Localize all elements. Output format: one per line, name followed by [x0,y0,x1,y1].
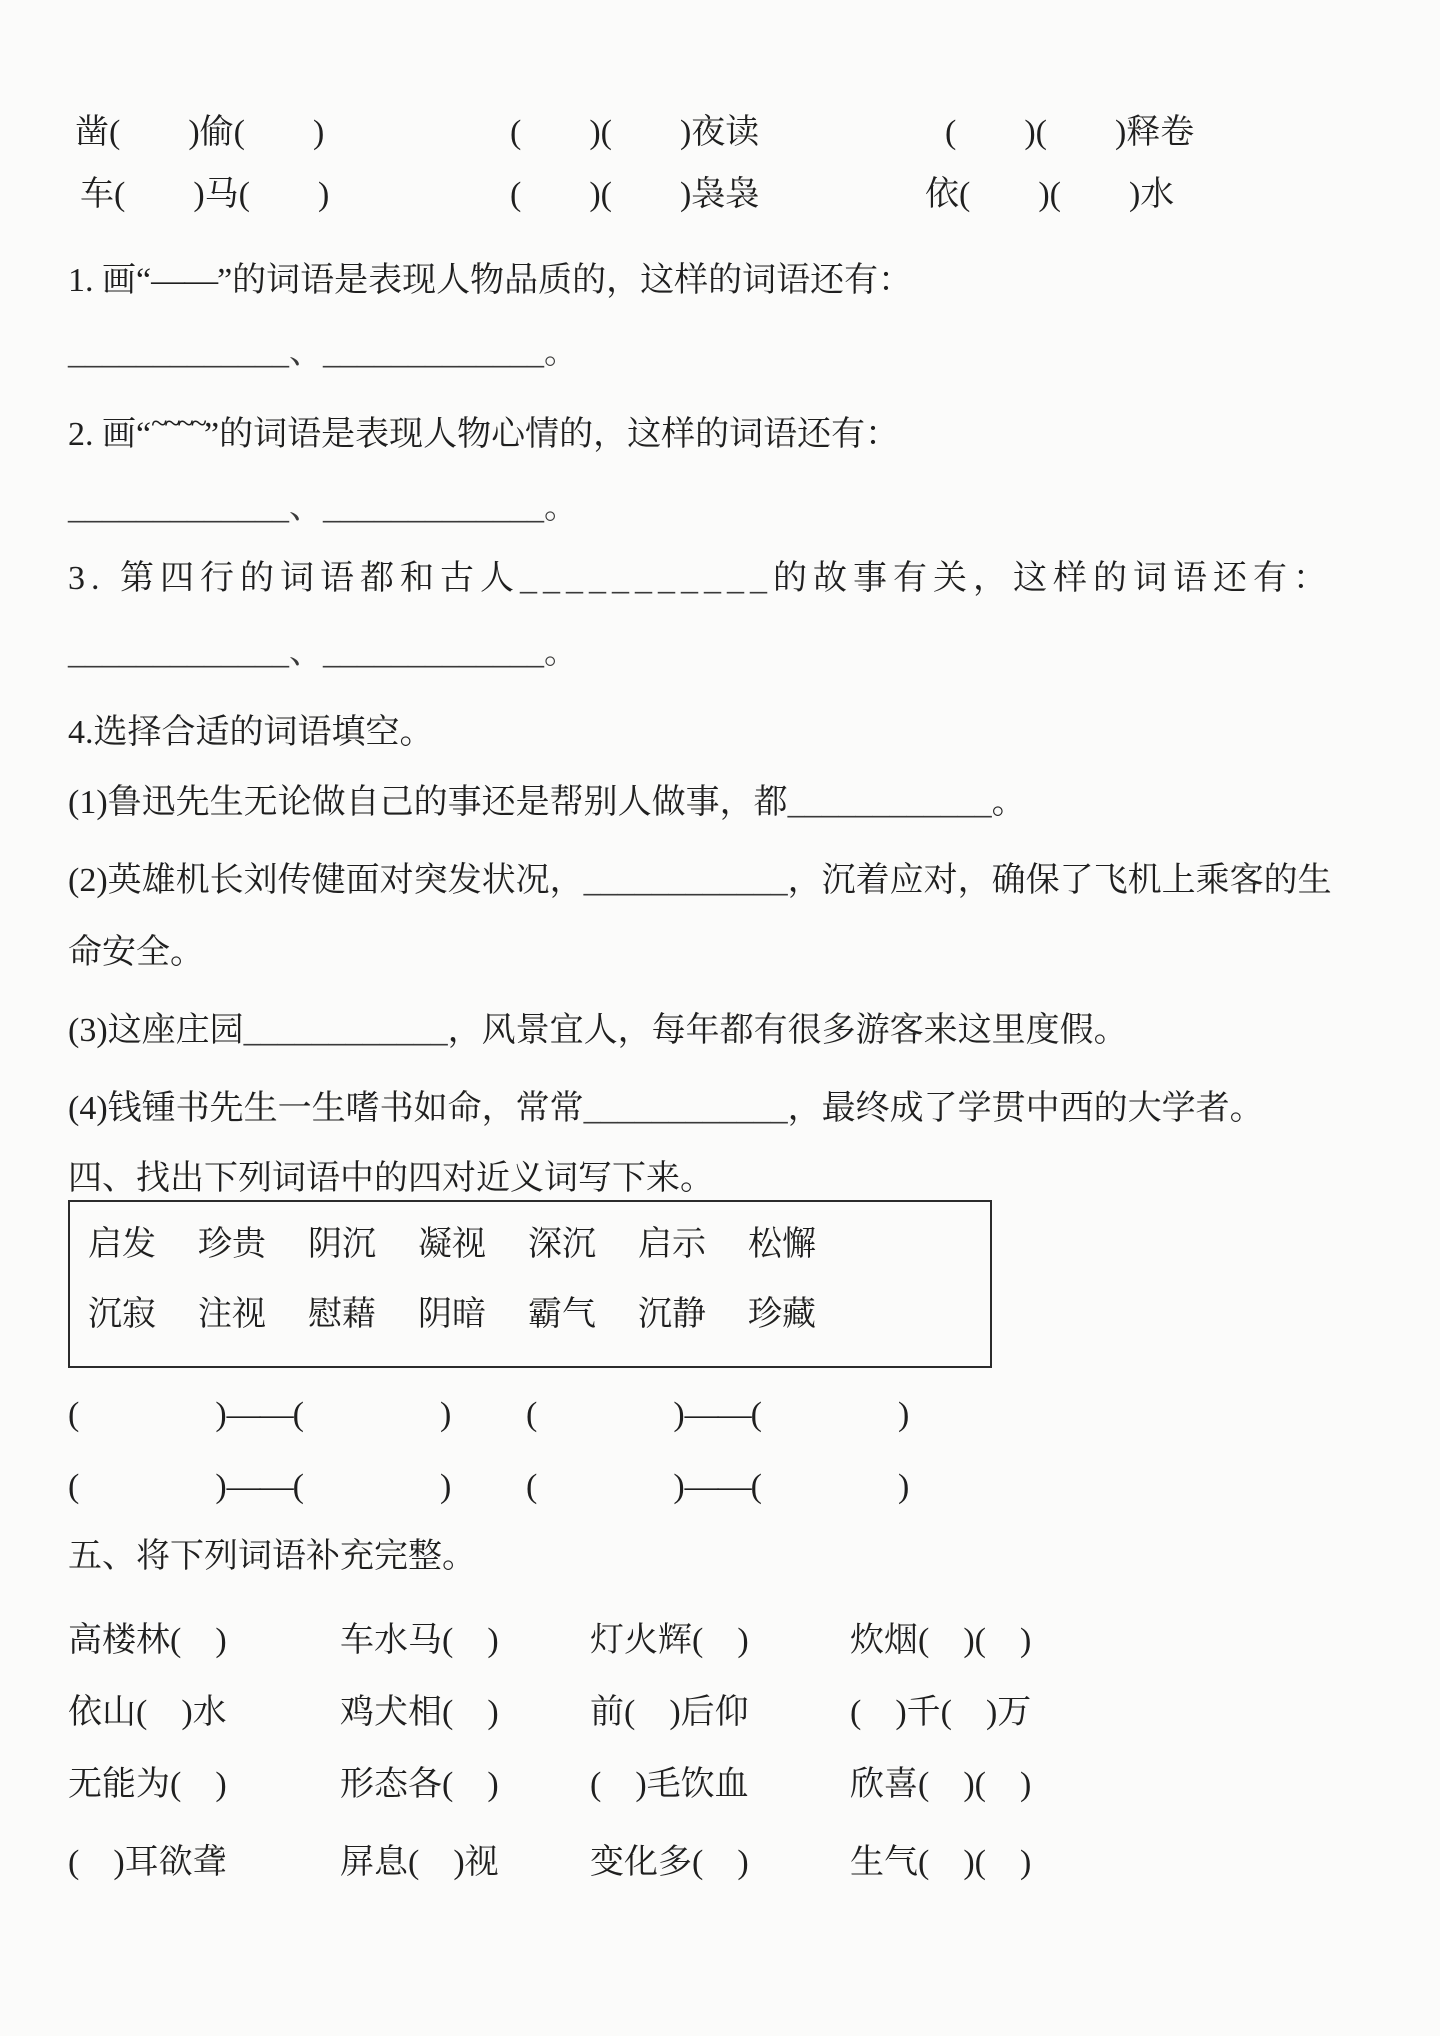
bank-word: 启示 [638,1226,706,1263]
synonym-pair-slot [526,1392,909,1438]
idiom-item: 屏息( )视 [340,1844,499,1881]
complete-idiom-row-4 [68,1840,1378,1886]
bank-word: 启发 [88,1226,156,1263]
section-4-title: 四、找出下列词语中的四对近义词写下来。 [68,1160,714,1197]
question-1 [68,258,1378,304]
question-2-prefix: 2. 画“ [68,416,152,453]
question-4-item-2 [68,858,1378,904]
question-4-title: 4.选择合适的词语填空。 [68,714,434,751]
pair-parens: ( ) [292,1468,452,1505]
idiom-item: 前( )后仰 [590,1694,749,1731]
synonym-pair-slot [68,1464,451,1510]
bank-word: 凝视 [418,1226,486,1263]
idiom-item: ( )毛饮血 [590,1766,749,1803]
question-4-item-1 [68,780,1378,826]
bank-word: 深沉 [528,1226,596,1263]
idiom-row-1-group-2: ( )( )夜读 [510,114,760,151]
pair-parens: ( ) [750,1468,910,1505]
idiom-item: 车水马( ) [340,1622,499,1659]
bank-word: 松懈 [748,1226,816,1263]
question-3-inline-blank: ___________ [520,560,773,597]
bank-word: 珍贵 [198,1226,266,1263]
q4-item-4-blank: ____________ [583,1090,788,1127]
q4-item-1-blank: ____________ [787,784,992,821]
bank-word: 霸气 [528,1296,596,1333]
question-4-item-2-wrap: 命安全。 [68,934,204,971]
complete-idiom-row-2 [68,1690,1378,1736]
pair-dash: —— [226,1396,293,1433]
question-2 [68,407,1378,458]
pair-parens: ( ) [750,1396,910,1433]
bank-word: 注视 [198,1296,266,1333]
idiom-item: ( )耳欲聋 [68,1844,227,1881]
question-2-answer-blanks: _____________、_____________。 [68,489,578,526]
q4-item-2-after: ，沉着应对，确保了飞机上乘客的生 [787,862,1332,899]
idiom-item: 高楼林( ) [68,1622,227,1659]
idiom-item: 生气( )( ) [850,1844,1032,1881]
synonym-pair-slot [68,1392,451,1438]
pair-parens: ( ) [526,1396,685,1433]
idiom-row-2-group-2: ( )( )袅袅 [510,176,760,213]
synonym-pair-slot [526,1464,909,1510]
question-3 [68,556,1378,602]
section-5-title: 五、将下列词语补充完整。 [68,1538,476,1575]
word-bank-row-2 [88,1292,990,1338]
pair-parens: ( ) [292,1396,452,1433]
idiom-row-2-group-1: 车( )马( ) [80,176,330,213]
idiom-item: 变化多( ) [590,1844,749,1881]
q4-item-4-before: (4)钱锺书先生一生嗜书如命，常常 [68,1090,584,1127]
complete-idiom-row-1 [68,1618,1378,1664]
word-bank-row-1 [88,1222,990,1268]
underline-mark: —— [151,262,218,299]
q4-item-1-after: 。 [991,784,1026,821]
q4-item-1-before: (1)鲁迅先生无论做自己的事还是帮别人做事，都 [68,784,788,821]
idiom-item: 无能为( ) [68,1766,227,1803]
idiom-row-1-group-1: 凿( )偷( ) [75,114,325,151]
wavy-mark: ~~~~ [151,407,205,440]
pair-parens: ( ) [68,1396,227,1433]
idiom-item: 灯火辉( ) [590,1622,749,1659]
idiom-item: 鸡犬相( ) [340,1694,499,1731]
idiom-item: ( )千( )万 [850,1694,1032,1731]
question-1-answer-blanks: _____________、_____________。 [68,334,578,371]
idiom-row-1 [68,110,1378,156]
idiom-item: 形态各( ) [340,1766,499,1803]
pair-parens: ( ) [68,1468,227,1505]
synonym-pair-line-2 [68,1464,1378,1510]
word-bank-box [68,1200,992,1368]
bank-word: 慰藉 [308,1296,376,1333]
question-4-item-4 [68,1086,1378,1132]
pair-dash: —— [684,1468,751,1505]
bank-word: 沉静 [638,1296,706,1333]
pair-parens: ( ) [526,1468,685,1505]
question-1-suffix: ”的词语是表现人物品质的，这样的词语还有： [217,262,913,299]
q4-item-2-blank: ____________ [583,862,788,899]
bank-word: 沉寂 [88,1296,156,1333]
q4-item-3-blank: ____________ [243,1012,448,1049]
question-1-prefix: 1. 画“ [68,262,152,299]
idiom-item: 依山( )水 [68,1694,227,1731]
question-4-item-3 [68,1008,1378,1054]
bank-word: 珍藏 [748,1296,816,1333]
q4-item-3-after: ，风景宜人，每年都有很多游客来这里度假。 [447,1012,1128,1049]
pair-dash: —— [226,1468,293,1505]
q4-item-3-before: (3)这座庄园 [68,1012,244,1049]
question-3-before: 3. 第四行的词语都和古人 [68,560,520,597]
pair-dash: —— [684,1396,751,1433]
bank-word: 阴沉 [308,1226,376,1263]
complete-idiom-row-3 [68,1762,1378,1808]
idiom-item: 欣喜( )( ) [850,1766,1032,1803]
q4-item-2-before: (2)英雄机长刘传健面对突发状况， [68,862,584,899]
synonym-pair-line-1 [68,1392,1378,1438]
idiom-row-2 [68,172,1378,218]
bank-word: 阴暗 [418,1296,486,1333]
idiom-row-2-group-3: 依( )( )水 [925,176,1175,213]
idiom-row-1-group-3: ( )( )释卷 [945,114,1195,151]
question-3-answer-blanks: _____________、_____________。 [68,634,578,671]
question-3-after: 的故事有关，这样的词语还有： [773,560,1333,597]
question-2-suffix: ”的词语是表现人物心情的，这样的词语还有： [204,416,900,453]
q4-item-4-after: ，最终成了学贯中西的大学者。 [787,1090,1264,1127]
idiom-item: 炊烟( )( ) [850,1622,1032,1659]
